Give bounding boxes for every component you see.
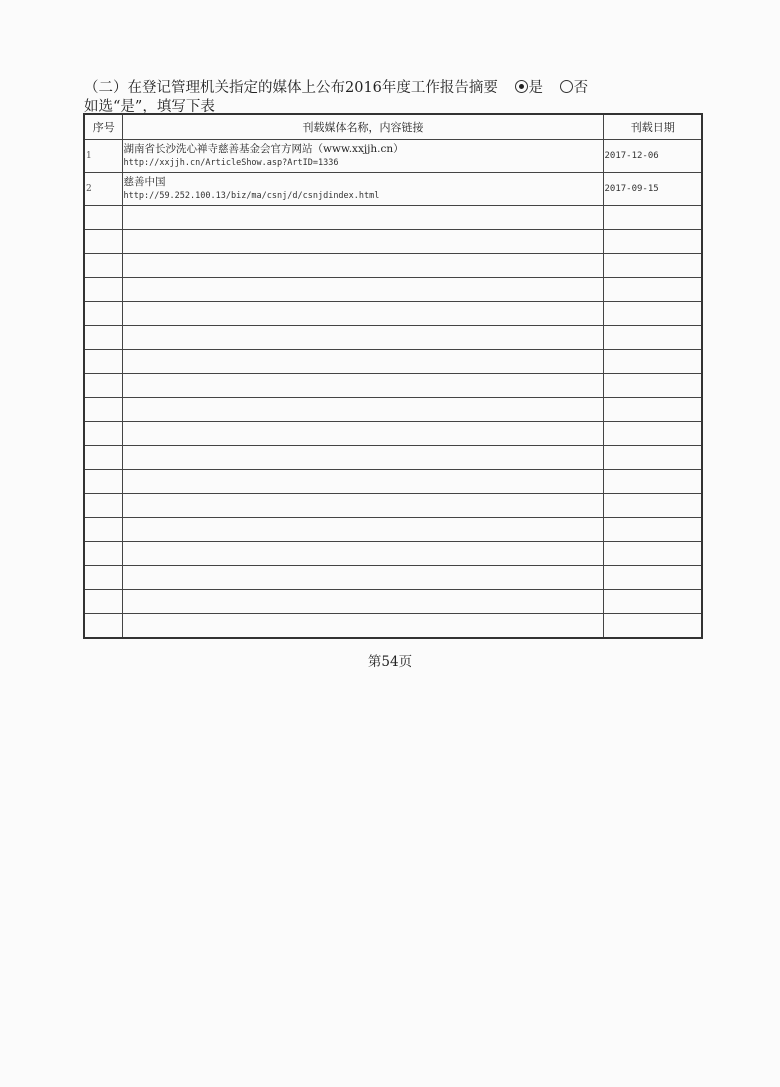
empty-cell	[84, 230, 122, 254]
empty-cell	[122, 326, 603, 350]
empty-cell	[603, 518, 702, 542]
media-name: 慈善中国	[123, 176, 166, 188]
instruction-text: 如选“是”，填写下表	[84, 99, 215, 115]
empty-cell	[84, 566, 122, 590]
empty-cell	[84, 614, 122, 639]
empty-cell	[603, 206, 702, 230]
empty-cell	[122, 566, 603, 590]
cell-seq: 1	[84, 140, 122, 173]
radio-no-icon[interactable]	[560, 80, 573, 93]
empty-cell	[603, 542, 702, 566]
empty-cell	[122, 590, 603, 614]
empty-cell	[84, 494, 122, 518]
empty-cell	[122, 542, 603, 566]
empty-cell	[122, 614, 603, 639]
empty-cell	[603, 566, 702, 590]
empty-cell	[122, 302, 603, 326]
empty-cell	[84, 470, 122, 494]
empty-cell	[122, 470, 603, 494]
empty-table-row	[84, 614, 702, 639]
empty-cell	[84, 302, 122, 326]
heading-text: （二）在登记管理机关指定的媒体上公布2016年度工作报告摘要	[84, 80, 498, 96]
empty-cell	[603, 494, 702, 518]
cell-seq: 2	[84, 173, 122, 206]
empty-cell	[84, 422, 122, 446]
empty-cell	[122, 230, 603, 254]
empty-cell	[84, 398, 122, 422]
empty-table-row	[84, 518, 702, 542]
empty-table-row	[84, 254, 702, 278]
empty-table-row	[84, 326, 702, 350]
option-yes-label: 是	[528, 80, 544, 96]
empty-cell	[603, 470, 702, 494]
empty-cell	[603, 326, 702, 350]
empty-table-row	[84, 494, 702, 518]
empty-table-row	[84, 350, 702, 374]
empty-cell	[84, 350, 122, 374]
empty-cell	[603, 398, 702, 422]
option-no-label: 否	[573, 80, 589, 96]
empty-cell	[122, 350, 603, 374]
empty-table-row	[84, 422, 702, 446]
empty-cell	[122, 446, 603, 470]
cell-date: 2017-12-06	[603, 140, 702, 173]
empty-cell	[603, 350, 702, 374]
table-row	[84, 173, 702, 206]
page-number: 第54页	[367, 654, 413, 670]
empty-cell	[84, 374, 122, 398]
empty-cell	[603, 446, 702, 470]
empty-cell	[603, 254, 702, 278]
media-link[interactable]: http://59.252.100.13/biz/ma/csnj/d/csnjdindex.html	[123, 191, 380, 201]
empty-cell	[122, 278, 603, 302]
empty-cell	[84, 254, 122, 278]
empty-cell	[603, 374, 702, 398]
empty-cell	[84, 326, 122, 350]
empty-cell	[122, 398, 603, 422]
empty-cell	[122, 254, 603, 278]
header-date: 刊载日期	[603, 114, 702, 140]
empty-table-row	[84, 230, 702, 254]
empty-cell	[603, 302, 702, 326]
empty-table-row	[84, 206, 702, 230]
media-table	[83, 113, 703, 639]
empty-cell	[603, 590, 702, 614]
empty-cell	[84, 542, 122, 566]
table-header-row	[84, 114, 702, 140]
empty-table-row	[84, 470, 702, 494]
empty-cell	[84, 206, 122, 230]
cell-date: 2017-09-15	[603, 173, 702, 206]
empty-table-row	[84, 374, 702, 398]
empty-table-row	[84, 278, 702, 302]
empty-cell	[122, 518, 603, 542]
empty-cell	[84, 278, 122, 302]
empty-cell	[603, 278, 702, 302]
empty-table-row	[84, 590, 702, 614]
table-row	[84, 140, 702, 173]
empty-cell	[122, 374, 603, 398]
empty-table-row	[84, 446, 702, 470]
cell-media	[122, 140, 603, 173]
empty-cell	[603, 422, 702, 446]
empty-table-row	[84, 302, 702, 326]
header-media: 刊载媒体名称，内容链接	[122, 114, 603, 140]
empty-cell	[84, 590, 122, 614]
media-name: 湖南省长沙洗心禅寺慈善基金会官方网站（www.xxjjh.cn）	[123, 143, 404, 155]
empty-table-row	[84, 542, 702, 566]
empty-cell	[603, 614, 702, 639]
media-link[interactable]: http://xxjjh.cn/ArticleShow.asp?ArtID=1336	[123, 158, 339, 168]
empty-cell	[603, 230, 702, 254]
empty-cell	[84, 518, 122, 542]
empty-cell	[122, 206, 603, 230]
empty-table-row	[84, 398, 702, 422]
empty-table-row	[84, 566, 702, 590]
radio-yes-icon[interactable]	[515, 80, 528, 93]
empty-cell	[84, 446, 122, 470]
section-heading	[84, 76, 588, 97]
empty-cell	[122, 494, 603, 518]
empty-cell	[122, 422, 603, 446]
header-seq: 序号	[84, 114, 122, 140]
cell-media	[122, 173, 603, 206]
